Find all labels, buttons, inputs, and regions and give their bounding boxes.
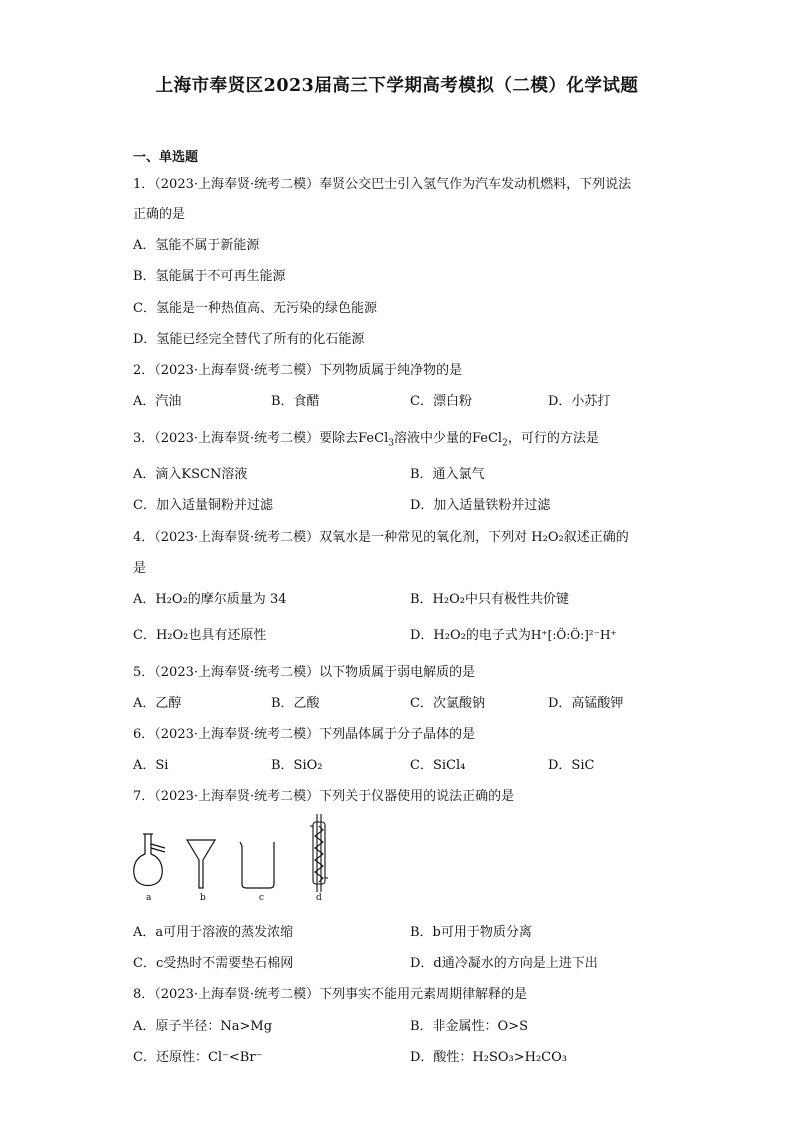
q2-option-a: A．汽油 (133, 394, 182, 409)
subscript: 3 (388, 438, 394, 449)
label-a: a (146, 893, 152, 903)
q4-option-a: A．H₂O₂的摩尔质量为 34 (133, 592, 287, 607)
formula-text: FeCl (358, 431, 389, 446)
subscript: 2 (502, 438, 508, 449)
q3-option-a: A．滴入KSCN溶液 (133, 467, 248, 482)
q5-stem: 5．（2023·上海奉贤·统考二模）以下物质属于弱电解质的是 (133, 665, 476, 680)
q1-option-c: C．氢能是一种热值高、无污染的绿色能源 (133, 301, 377, 316)
q4-stem-part: 叙述正确的 (563, 530, 629, 545)
h2o2-formula: H₂O₂ (531, 530, 564, 545)
q2-option-c: C．漂白粉 (410, 394, 472, 409)
q4-stem-cont: 是 (133, 561, 147, 576)
q5-option-b: B．乙酸 (271, 696, 320, 711)
q7-option-c: C．c受热时不需要垫石棉网 (133, 956, 294, 971)
q4-stem (133, 526, 629, 545)
q4-option-c: C．H₂O₂也具有还原性 (133, 628, 267, 643)
q6-option-a: A．Si (133, 758, 169, 773)
q7-stem: 7．（2023·上海奉贤·统考二模）下列关于仪器使用的说法正确的是 (133, 789, 515, 804)
q8-option-d: D．酸性：H₂SO₃>H₂CO₃ (410, 1050, 568, 1065)
q7-option-b: B．b可用于物质分离 (410, 925, 532, 940)
apparatus-figure (128, 812, 338, 912)
q2-option-b: B．食醋 (271, 394, 320, 409)
flask-icon (134, 834, 165, 886)
label-d: d (316, 893, 322, 903)
q4-stem-part: 4．（2023·上海奉贤·统考二模）双氧水是一种常见的氧化剂，下列对 (133, 530, 528, 545)
q4-option-b: B．H₂O₂中只有极性共价键 (410, 592, 569, 607)
q3-stem (133, 427, 599, 449)
q6-option-c: C．SiCl₄ (410, 758, 466, 773)
q5-option-d: D．高锰酸钾 (548, 696, 624, 711)
electron-formula: H⁺[:Ö:Ö:]²⁻H⁺ (530, 628, 617, 642)
q4-option-d (410, 624, 617, 643)
q3-option-d: D．加入适量铁粉并过滤 (410, 498, 551, 513)
q2-stem: 2．（2023·上海奉贤·统考二模）下列物质属于纯净物的是 (133, 363, 463, 378)
section-heading: 一、单选题 (133, 150, 199, 165)
label-c: c (259, 893, 265, 903)
q3-stem-part: ，可行的方法是 (507, 431, 599, 446)
q4-option-d-text: D．H₂O₂的电子式为 (410, 628, 531, 643)
q7-option-a: A．a可用于溶液的蒸发浓缩 (133, 925, 294, 940)
q6-option-d: D．SiC (548, 758, 595, 773)
beaker-icon (240, 842, 274, 888)
q2-option-d: D．小苏打 (548, 394, 611, 409)
q5-option-a: A．乙醇 (133, 696, 182, 711)
q3-stem-part: 3．（2023·上海奉贤·统考二模）要除去 (133, 431, 359, 446)
q1-stem-cont: 正确的是 (133, 207, 186, 222)
funnel-icon (187, 840, 215, 888)
fecl3-formula (358, 431, 394, 449)
q1-option-b: B．氢能属于不可再生能源 (133, 269, 286, 284)
q8-stem: 8．（2023·上海奉贤·统考二模）下列事实不能用元素周期律解释的是 (133, 987, 528, 1002)
q3-stem-part: 溶液中少量的 (393, 431, 472, 446)
label-b: b (200, 893, 206, 903)
q1-stem: 1．（2023·上海奉贤·统考二模）奉贤公交巴士引入氢气作为汽车发动机燃料，下列说法 (133, 177, 632, 192)
q7-option-d: D．d通冷凝水的方向是上进下出 (410, 956, 598, 971)
condenser-icon (310, 814, 328, 892)
q6-option-b: B．SiO₂ (271, 758, 323, 773)
q5-option-c: C．次氯酸钠 (410, 696, 485, 711)
q8-option-c: C．还原性：Cl⁻<Br⁻ (133, 1050, 263, 1065)
formula-text: FeCl (471, 431, 503, 446)
q6-stem: 6．（2023·上海奉贤·统考二模）下列晶体属于分子晶体的是 (133, 727, 476, 742)
q8-option-b: B．非金属性：O>S (410, 1019, 529, 1034)
q3-option-b: B．通入氯气 (410, 467, 485, 482)
q1-option-d: D．氢能已经完全替代了所有的化石能源 (133, 332, 365, 347)
page-title: 上海市奉贤区2023届高三下学期高考模拟（二模）化学试题 (155, 76, 639, 96)
q1-option-a: A．氢能不属于新能源 (133, 238, 260, 253)
q3-option-c: C．加入适量铜粉并过滤 (133, 498, 273, 513)
fecl2-formula (471, 431, 508, 449)
q8-option-a: A．原子半径：Na>Mg (133, 1019, 273, 1034)
